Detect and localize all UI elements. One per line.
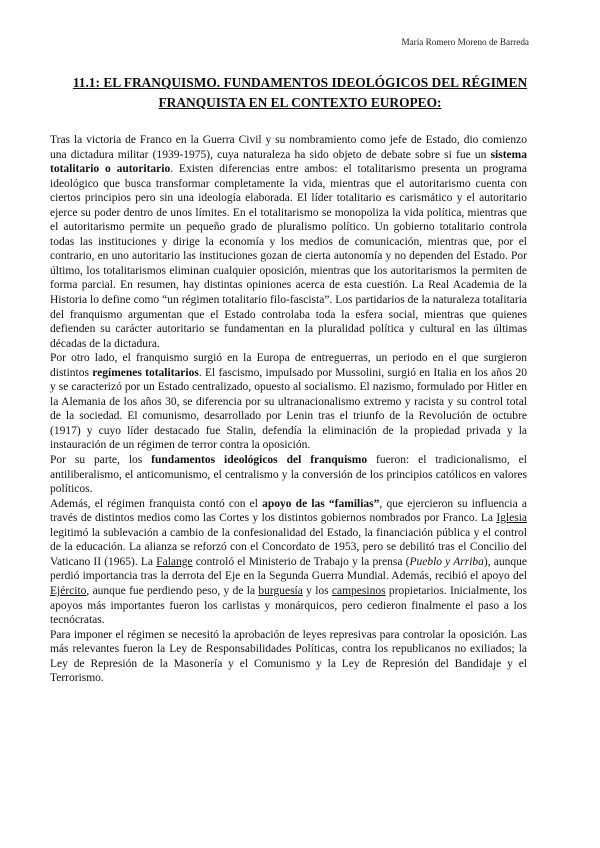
page-title: 11.1: EL FRANQUISMO. FUNDAMENTOS IDEOLÓGICOS DEL RÉGIMEN FRANQUISTA EN EL CONTEXTO EUROPEO:	[72, 75, 528, 110]
paragraph-totalitarismo-autoritarismo	[50, 133, 527, 351]
text-run: propietarios. Inicialmente, los apoyos más importantes fueron los carlistas y monárquicos, pero cedieron finalmente el paso a los tecnócratas.	[50, 584, 528, 627]
text-run: y los	[302, 584, 332, 597]
bold-term: apoyo de las “familias”	[262, 497, 380, 510]
underlined-term: campesinos	[331, 584, 386, 597]
text-run: . El fascismo, impulsado por Mussolini, surgió en Italia en los años 20 y se caracterizó por un Estado centralizado, opuesto al socialismo. El nazismo, formulado por Hitler en la Alemania de los años 30, se diferencia por su ultranacionalismo extremo y racista y su control total de la sociedad. El comunismo, desarrollado por Lenin tras el triunfo de la Revolución de octubre (1917) y cuyo líder destacado fue Stalin, defendía la eliminación de la propiedad privada y la instauración de un régimen de terror contra la oposición.	[50, 366, 528, 452]
paragraph-leyes-represivas: Para imponer el régimen se necesitó la aprobación de leyes represivas para controlar la oposición. Las más relevantes fueron la Ley de Responsabilidades Políticas, contra los republicanos no exiliados; la Ley de Represión de la Masonería y el Comunismo y la Ley de Represión del Bandidaje y el Terrorismo.	[50, 628, 527, 685]
text-run: Por otro lado, el franquismo surgió en la Europa de entreguerras, un periodo en el que surgieron distintos	[50, 352, 527, 379]
author-name: María Romero Moreno de Barreda	[401, 37, 529, 47]
paragraph-fundamentos	[50, 453, 527, 497]
text-run: legitimó la sublevación a cambio de la confesionalidad del Estado, la financiación pública y el control de la educación. La alianza se reforzó con el Concordato de 1953, pero se debilitó tras el Concilio del Vaticano II (1965). La	[50, 526, 527, 568]
underlined-term: Falange	[156, 555, 193, 568]
italic-term: Pueblo y Arriba	[409, 555, 484, 568]
paragraph-contexto-europeo	[50, 351, 527, 453]
bold-term: regímenes totalitarios	[92, 366, 199, 379]
underlined-term: Ejército	[50, 584, 87, 597]
text-run: Por su parte, los	[50, 454, 152, 467]
bold-term: sistema totalitario o autoritario	[50, 148, 527, 176]
text-run: ), aunque perdió importancia tras la derrota del Eje en la Segunda Guerra Mundial. Además, recibió el apoyo del	[50, 555, 527, 583]
text-run: fueron: el tradicionalismo, el antiliberalismo, el anticomunismo, el centralismo y la conversión de los principios católicos en valores políticos.	[50, 454, 527, 496]
text-run: . Existen diferencias entre ambos: el totalitarismo presenta un programa ideológico que busca transformar completamente la vida, mientras que el autoritarismo cuenta con ciertos principios pero sin una ideología elaborada. El líder totalitario es carismático y el autoritario ejerce su poder dentro de unos límites. En el totalitarismo se monopoliza la vida política, mientras que el autoritarismo permite un pequeño grado de pluralismo político. Un gobierno totalitario controla todas las instituciones y dirige la economía y los medios de comunicación, mientras que, por el contrario, en uno autoritario las instituciones gozan de cierta autonomía y no dependen del Estado. Por último, los totalitarismos eliminan cualquier oposición, mientras que los autoritarismos la permiten de forma parcial. En resumen, hay distintas opiniones acerca de esta cuestión. La Real Academia de la Historia lo define como “un régimen totalitario filo-fascista”. Los partidarios de la naturaleza totalitaria del franquismo argumentan que el Estado controlaba toda la esfera social, mientras que quienes defienden su carácter autoritario se fundamentan en la pluralidad política y cultural en las últimas décadas de la dictadura.	[50, 163, 527, 350]
text-run: , que ejercieron su influencia a través de distintos medios como las Cortes y los distintos gobiernos nombrados por Franco. La	[50, 497, 527, 525]
text-run: , aunque fue perdiendo peso, y de la	[86, 584, 259, 597]
paragraph-familias	[50, 497, 527, 628]
text-run: Además, el régimen franquista contó con el	[50, 497, 263, 510]
document-body	[50, 133, 527, 686]
underlined-term: Iglesia	[496, 512, 527, 525]
underlined-term: burguesía	[258, 584, 303, 597]
text-run: Tras la victoria de Franco en la Guerra Civil y su nombramiento como jefe de Estado, dio comienzo una dictadura militar (1939-1975), cuya naturaleza ha sido objeto de debate sobre si fue un	[50, 134, 527, 161]
text-run: controló el Ministerio de Trabajo y la prensa (	[192, 555, 410, 568]
bold-term: fundamentos ideológicos del franquismo	[151, 454, 368, 467]
